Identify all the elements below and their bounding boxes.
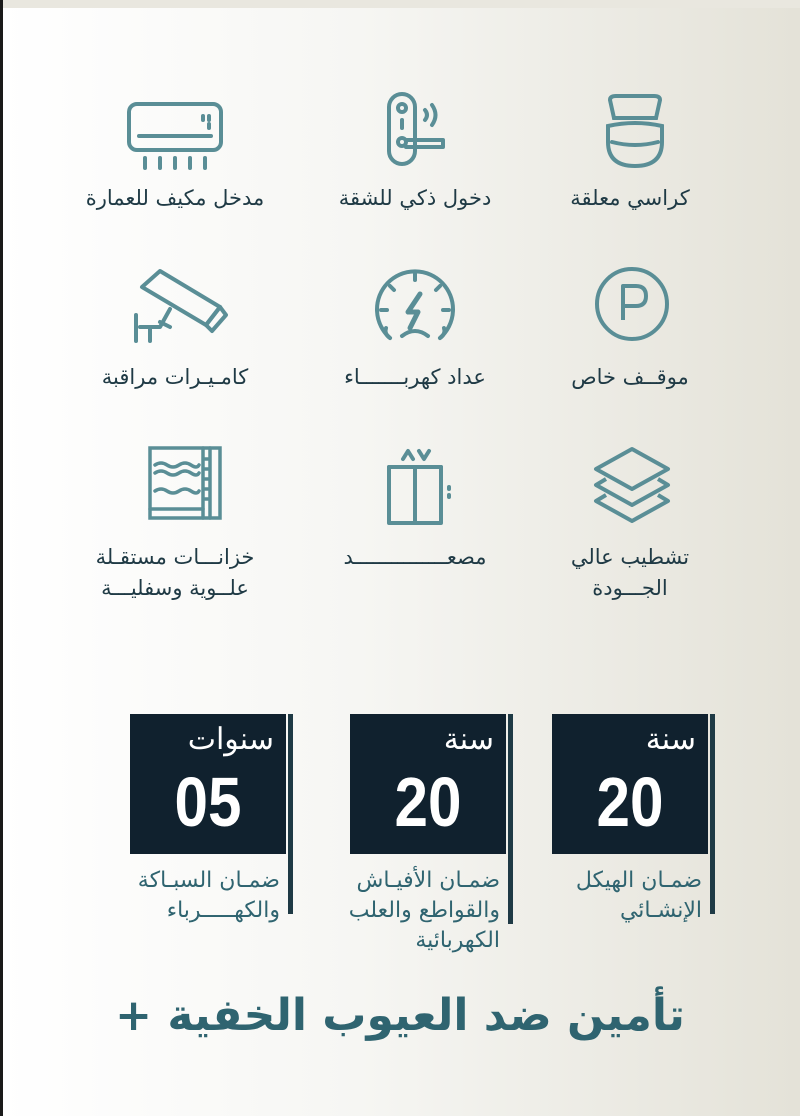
water-tank-icon [147, 445, 223, 521]
feature-elevator [305, 440, 525, 610]
air-conditioner-icon [125, 98, 225, 178]
feature-label: مصعـــــــــــــــد [343, 545, 487, 569]
feature-ac [65, 90, 285, 220]
feature-label: عداد كهربـــــــاء [344, 365, 486, 389]
warranty-unit: سنة [443, 723, 494, 756]
feature-label: تشطيب عالي الجـــودة [570, 545, 690, 600]
feature-finishing [520, 440, 740, 610]
warranty-bar [288, 714, 293, 914]
feature-parking [520, 262, 740, 392]
feature-cameras [65, 262, 285, 392]
feature-label: كامـيـرات مراقبة [101, 365, 249, 389]
warranty-box [350, 714, 506, 854]
parking-icon [592, 264, 672, 344]
feature-label: موقــف خاص [571, 365, 689, 389]
feature-label: خزانـــات مستقـلة علــوية وسفليـــة [95, 545, 255, 600]
warranty-box [552, 714, 708, 854]
warranty-unit: سنة [645, 723, 696, 756]
top-strip [0, 0, 800, 8]
warranty-unit: سنوات [187, 723, 274, 756]
security-camera-icon [130, 267, 230, 347]
warranty-bar [710, 714, 715, 914]
warranty-text: ضمـان الأفيـاش والقواطع والعلب الكهربائية [348, 868, 500, 953]
warranty-number: 05 [174, 763, 242, 841]
feature-meter [305, 262, 525, 392]
feature-tanks [65, 440, 285, 610]
warranty-text: ضمـان السبـاكة والكهـــــرباء [137, 868, 280, 923]
left-border [0, 0, 3, 1116]
warranty-number: 20 [596, 763, 664, 841]
footer-insurance-note: + تأمين ضد العيوب الخفية [115, 990, 685, 1041]
electric-meter-icon [372, 264, 458, 350]
warranty-plumbing [90, 714, 280, 954]
warranty-structure [510, 714, 700, 954]
layers-icon [592, 445, 672, 527]
feature-label: دخول ذكي للشقة [338, 186, 492, 210]
smart-lock-icon [385, 90, 465, 170]
warranty-sockets [310, 714, 500, 974]
feature-label: كراسي معلقة [570, 186, 690, 210]
feature-toilets [520, 90, 740, 220]
feature-label: مدخل مكيف للعمارة [85, 186, 265, 210]
wall-hung-toilet-icon [600, 92, 670, 172]
warranty-number: 20 [394, 763, 462, 841]
warranty-text: ضمـان الهيكل الإنشـائي [575, 868, 702, 923]
warranty-box [130, 714, 286, 854]
elevator-icon [383, 445, 455, 527]
feature-smart-entry [305, 90, 525, 220]
